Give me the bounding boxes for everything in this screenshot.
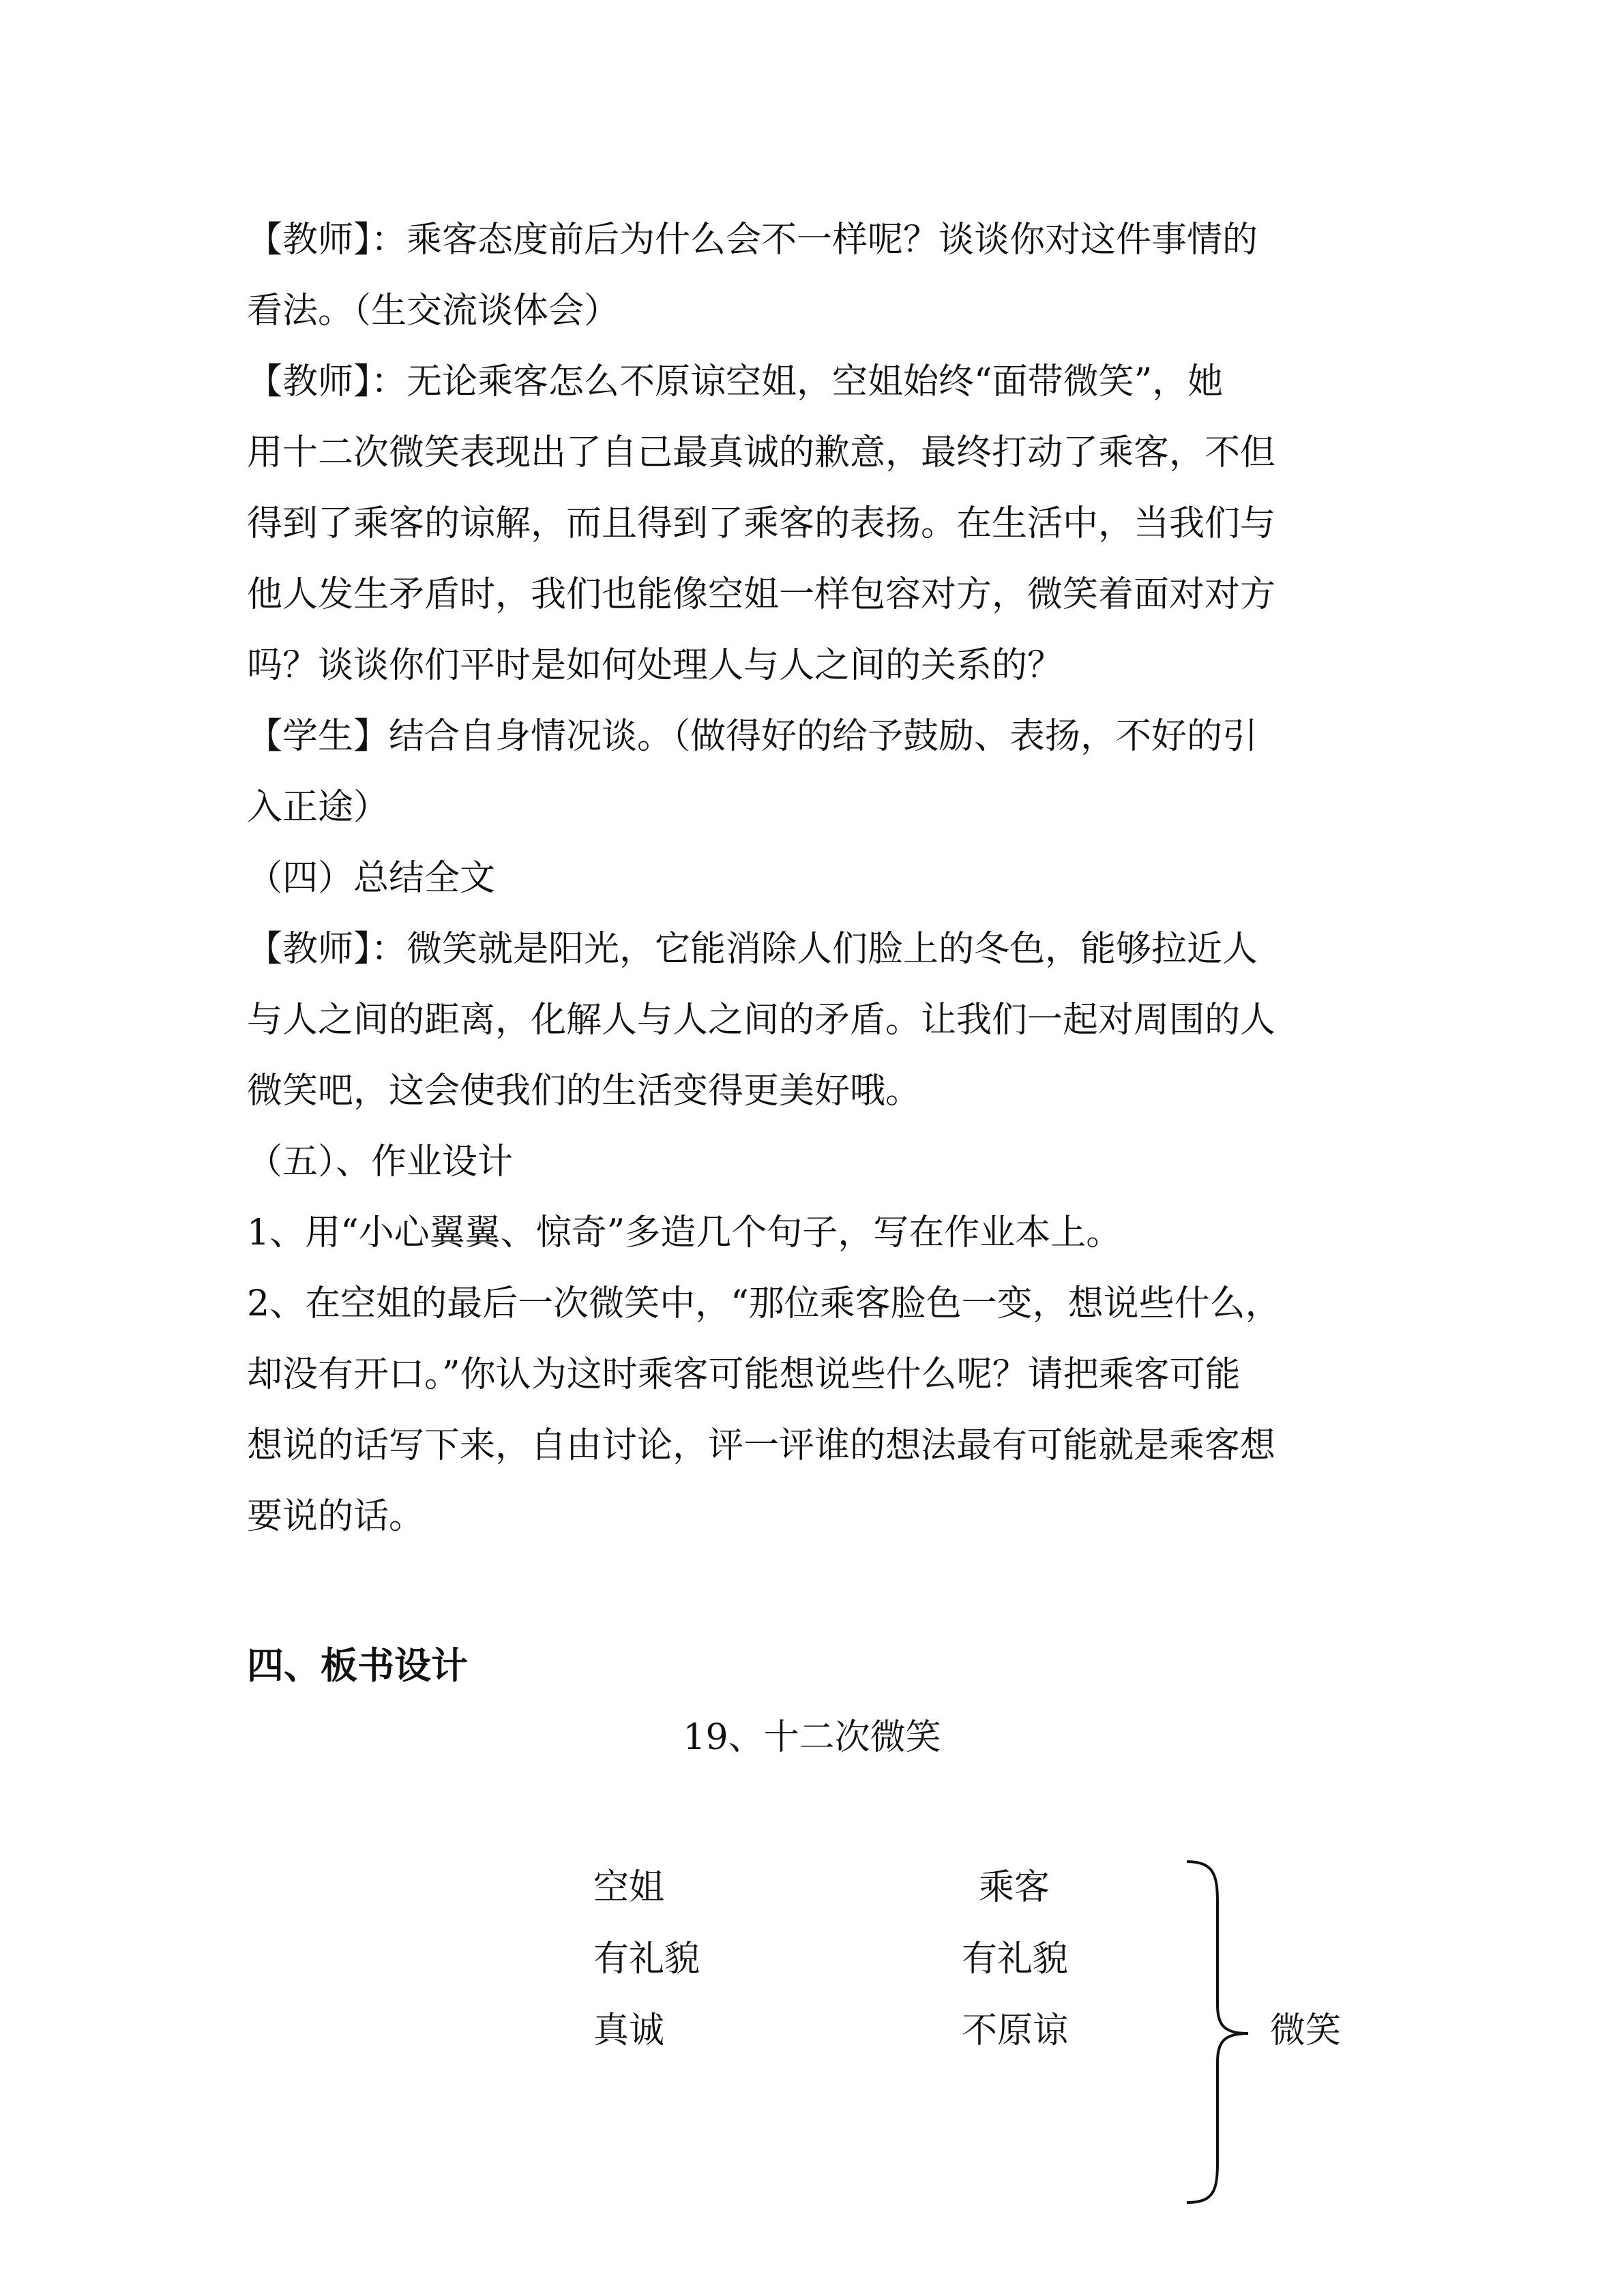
subsection-heading: （五）、作业设计 [247, 1142, 514, 1182]
right-column-item: 有礼貌 [962, 1939, 1069, 1980]
body-line: 吗？谈谈你们平时是如何处理人与人之间的关系的？ [247, 645, 1063, 686]
body-line: 【教师】：微笑就是阳光，它能消除人们脸上的冬色，能够拉近人 [247, 929, 1258, 970]
body-line: 看法。（生交流谈体会） [247, 290, 620, 331]
left-column-item: 有礼貌 [593, 1939, 700, 1980]
body-line: 【教师】：无论乘客怎么不原谅空姐，空姐始终“面带微笑”，她 [247, 361, 1224, 402]
body-line: 用十二次微笑表现出了自己最真诚的歉意，最终打动了乘客，不但 [247, 432, 1276, 473]
body-line: 却没有开口。”你认为这时乘客可能想说些什么呢？请把乘客可能 [247, 1354, 1241, 1395]
body-line: 与人之间的距离，化解人与人之间的矛盾。让我们一起对周围的人 [247, 1000, 1276, 1041]
body-line: 要说的话。 [247, 1496, 425, 1537]
left-column-item: 真诚 [593, 2010, 665, 2051]
body-line: 【学生】结合自身情况谈。（做得好的给予鼓励、表扬，不好的引 [247, 716, 1258, 757]
homework-item: 1、用“小心翼翼、惊奇”多造几个句子，写在作业本上。 [247, 1212, 1122, 1253]
right-column-item: 不原谅 [962, 2010, 1069, 2051]
subsection-heading: （四）总结全文 [247, 858, 496, 899]
homework-item: 2、在空姐的最后一次微笑中，“那位乘客脸色一变，想说些什么， [247, 1283, 1281, 1324]
body-line: 他人发生矛盾时，我们也能像空姐一样包容对方，微笑着面对对方 [247, 574, 1276, 615]
board-title: 19、十二次微笑 [683, 1717, 941, 1758]
curly-brace-icon [1180, 1855, 1262, 2209]
right-column-item: 乘客 [979, 1867, 1050, 1908]
body-line: 入正途） [247, 787, 389, 828]
board-conclusion: 微笑 [1270, 2010, 1342, 2051]
body-line: 得到了乘客的谅解，而且得到了乘客的表扬。在生活中，当我们与 [247, 503, 1276, 544]
body-line: 【教师】：乘客态度前后为什么会不一样呢？谈谈你对这件事情的 [247, 220, 1258, 260]
left-column-item: 空姐 [593, 1867, 665, 1908]
body-line: 微笑吧，这会使我们的生活变得更美好哦。 [247, 1071, 921, 1112]
section-heading: 四、板书设计 [247, 1644, 468, 1687]
body-line: 想说的话写下来，自由讨论，评一评谁的想法最有可能就是乘客想 [247, 1425, 1276, 1466]
